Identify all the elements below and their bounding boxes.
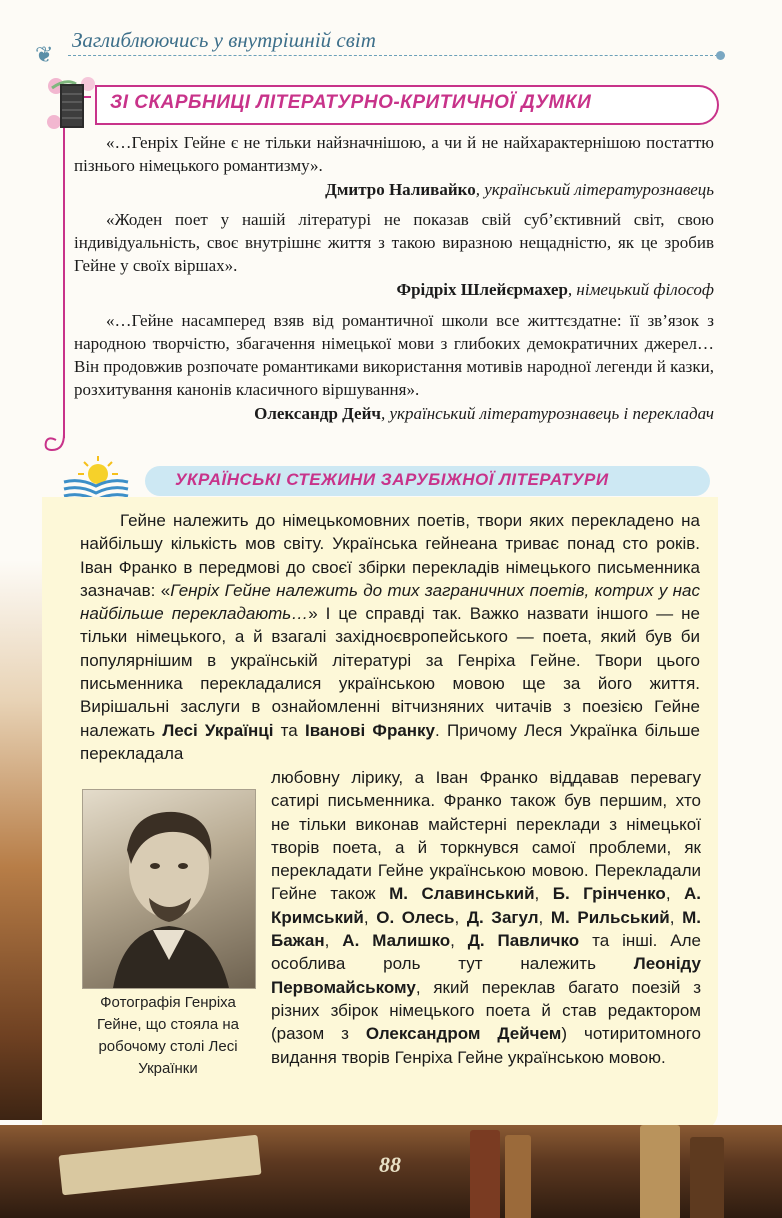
quote-author: Олександр Дейч, український літературознавець і перекладач <box>254 404 714 423</box>
quote-2 <box>74 208 714 301</box>
section1-title: ЗІ СКАРБНИЦІ ЛІТЕРАТУРНО-КРИТИЧНОЇ ДУМКИ <box>110 92 592 113</box>
quote-3 <box>74 309 714 425</box>
section2-paragraph: Гейне належить до німецькомовних поетів, твори яких перекладено на найбільшу кількість мов світу. Українська гейнеана триває понад сто років. Іван Франко в передмові до своєї збірки перекладів німецького письменника зазначав: «Генріх Гейне належить до тих заграничних поетів, котрих у нас найбільше перекладають…» І це справді так. Важко назвати іншого — не тільки німецького, а й взагалі західноєвропейського — поета, який був би популярнішим в українській літературі за Генріха Гейне. Твори цього письменника перекладалися українською мовою ще за його життя. Вирішальні заслуги в ознайомленні вітчизняних читачів з поезією Гейне належать Лесі Українці та Іванові Франку. Причому Леся Українка більше перекладала <box>80 511 700 763</box>
book-icon <box>46 74 96 134</box>
quote-text: «…Гейне насамперед взяв від романтичної школи все життєздатне: її зв’язок з народною творчістю, збагачення німецької мови з глибоких демократичних джерел… Він продовжив розпочате романтиками використання мотивів народної легенди й казки, розхитування канонів класичного віршування». <box>74 311 714 399</box>
heine-portrait <box>82 789 256 989</box>
page-number: 88 <box>379 1152 401 1177</box>
section2-title: УКРАЇНСЬКІ СТЕЖИНИ ЗАРУБІЖНОЇ ЛІТЕРАТУРИ <box>175 470 609 489</box>
header-dot <box>716 51 725 60</box>
running-title: Заглиблюючись у внутрішній світ <box>72 28 376 52</box>
quote-1 <box>74 131 714 201</box>
name-deich: Олександром Дейчем <box>365 1024 562 1044</box>
header-divider <box>68 55 718 56</box>
quote-author: Дмитро Наливайко, український літературознавець <box>325 180 714 199</box>
quote-author: Фрідріх Шлейєрмахер, німецький філософ <box>396 280 714 299</box>
name-lesia: Лесі Українці <box>162 720 274 740</box>
ornament-icon: ❦ <box>35 42 54 67</box>
name-franko: Іванові Франку <box>304 720 436 740</box>
quote-text: «…Генріх Гейне є не тільки найзначнішою, а чи й не найхарактернішою постаттю пізнього німецького романтизму». <box>74 133 714 175</box>
section2-float-text: любовну лірику, а Іван Франко віддавав перевагу сатирі письменника. Франко також був першим, хто не тільки виконав майстерні переклади з німецької творів поета, а й торкнувся самої проблеми, як перекладати Гейне українською мовою. Перекладали Гейне також М. Славинський, Б. Грінченко, А. Кримський, О. Олесь, Д. Загул, М. Рильський, М. Бажан, А. Малишко, Д. Павличко та інші. Але особлива роль тут належить Леоніду Первомайському, який переклав багато поезій з різних збірок німецького поета й став редактором (разом з Олександром Дейчем) чотиритомного видання творів Генріха Гейне українською мовою. <box>271 768 702 1067</box>
quote-text: «Жоден поет у нашій літературі не показав свій суб’єктивний світ, свою індивідуальність, своє внутрішнє життя з такою виразною нещадністю, як це зробив Гейне у своїх віршах». <box>74 210 714 275</box>
photo-caption: Фотографія Генріха Гейне, що стояла на робочому столі Лесі Українки <box>96 994 240 1077</box>
sun-book-icon <box>60 452 130 502</box>
left-decoration <box>0 560 45 1120</box>
name-pervomaisky: Леоніду Первомайському <box>271 954 701 997</box>
